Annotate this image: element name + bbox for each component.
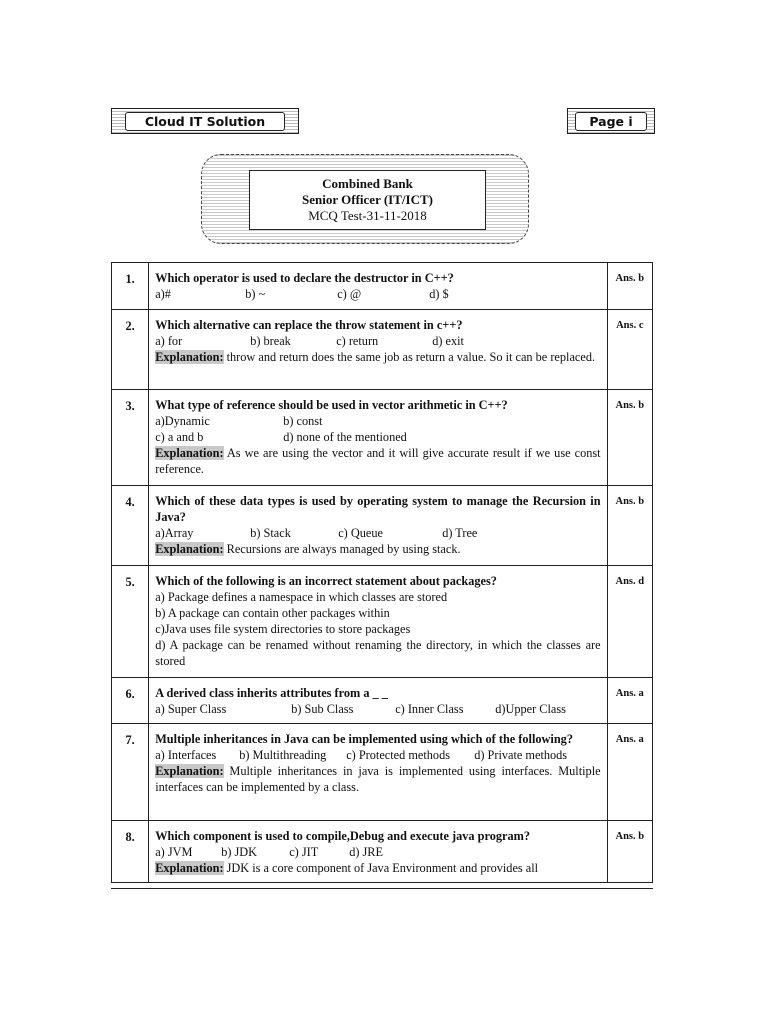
question-number: 5. — [112, 566, 149, 678]
header-right-box — [567, 108, 655, 134]
title-line-2: Senior Officer (IT/ICT) — [302, 192, 433, 207]
answer-label: Ans. b — [607, 486, 652, 566]
question-text: Which of the following is an incorrect statement about packages? — [155, 574, 497, 588]
options-row — [155, 429, 600, 445]
option: b) const — [283, 414, 323, 428]
explanation — [155, 860, 600, 876]
option: d) Tree — [442, 526, 478, 540]
question-number: 8. — [112, 821, 149, 883]
options-row — [155, 844, 600, 860]
option: c) Inner Class — [395, 702, 464, 716]
title-line-1: Combined Bank — [322, 176, 413, 191]
question-text: Which of these data types is used by operating system to manage the Recursion in Java? — [155, 494, 601, 524]
option: a) Package defines a namespace in which classes are stored — [155, 590, 448, 604]
question-cell — [149, 821, 607, 883]
question-number: 3. — [112, 390, 149, 486]
option: a) Super Class — [155, 702, 227, 716]
option: a)Dynamic — [155, 414, 210, 428]
option: c)Java uses file system directories to store packages — [155, 622, 411, 636]
explanation-label: Explanation: — [155, 861, 224, 875]
question-row — [112, 678, 653, 724]
question-row — [112, 724, 653, 821]
question-row — [112, 263, 653, 310]
explanation-label: Explanation: — [155, 764, 224, 778]
option: c) a and b — [155, 430, 204, 444]
question-number: 4. — [112, 486, 149, 566]
question-text: Which operator is used to declare the destructor in C++? — [155, 271, 454, 285]
question-text: A derived class inherits attributes from a _ _ — [155, 686, 388, 700]
question-number: 6. — [112, 678, 149, 724]
question-cell — [149, 486, 607, 566]
question-text: Multiple inheritances in Java can be implemented using which of the following? — [155, 732, 573, 746]
options-row — [155, 747, 600, 763]
options-row — [155, 286, 600, 302]
answer-label: Ans. b — [607, 390, 652, 486]
question-text: Which alternative can replace the throw statement in c++? — [155, 318, 463, 332]
header-right-label: Page i — [575, 112, 647, 131]
option: c) return — [336, 334, 379, 348]
option: a)# — [155, 287, 171, 301]
option: a) Interfaces — [155, 748, 217, 762]
question-row — [112, 486, 653, 566]
explanation — [155, 349, 600, 365]
question-row — [112, 390, 653, 486]
option: c) Queue — [338, 526, 383, 540]
explanation-text: throw and return does the same job as return a value. So it can be replaced. — [223, 350, 596, 364]
option: b) Multithreading — [239, 748, 327, 762]
question-number: 1. — [112, 263, 149, 310]
option: b) JDK — [221, 845, 258, 859]
explanation-text: JDK is a core component of Java Environment and provides all — [223, 861, 539, 875]
option: d) Private methods — [474, 748, 568, 762]
explanation-text: As we are using the vector and it will give accurate result if we use const reference. — [155, 446, 601, 476]
question-number: 7. — [112, 724, 149, 821]
question-cell — [149, 566, 607, 678]
header-left-label: Cloud IT Solution — [125, 112, 285, 131]
option: d) JRE — [349, 845, 384, 859]
option: c) Protected methods — [346, 748, 451, 762]
option: a) JVM — [155, 845, 193, 859]
explanation — [155, 445, 600, 477]
option: b) ~ — [245, 287, 266, 301]
option: b) Stack — [250, 526, 291, 540]
explanation-label: Explanation: — [155, 542, 224, 556]
title-line-3: MCQ Test-31-11-2018 — [308, 208, 427, 223]
question-row — [112, 566, 653, 678]
explanation-text: Multiple inheritances in java is implemented using interfaces. Multiple interfaces can be implemented by a class. — [155, 764, 601, 794]
question-cell — [149, 263, 607, 310]
explanation-label: Explanation: — [155, 350, 224, 364]
explanation-label: Explanation: — [155, 446, 224, 460]
question-cell — [149, 390, 607, 486]
question-text: What type of reference should be used in vector arithmetic in C++? — [155, 398, 508, 412]
question-number: 2. — [112, 310, 149, 390]
answer-label: Ans. c — [607, 310, 652, 390]
answer-label: Ans. b — [607, 821, 652, 883]
option: d) $ — [429, 287, 449, 301]
bottom-rule — [111, 888, 653, 889]
question-cell — [149, 310, 607, 390]
option: a) for — [155, 334, 183, 348]
option: d) none of the mentioned — [283, 430, 407, 444]
option: c) @ — [337, 287, 362, 301]
options-row — [155, 525, 600, 541]
question-row — [112, 821, 653, 883]
options-row — [155, 701, 600, 717]
mcq-table — [111, 262, 653, 883]
answer-label: Ans. a — [607, 678, 652, 724]
question-cell — [149, 724, 607, 821]
option: d)Upper Class — [495, 702, 566, 716]
title-box — [249, 170, 486, 230]
explanation-text: Recursions are always managed by using stack. — [223, 542, 461, 556]
option: b) break — [250, 334, 291, 348]
answer-label: Ans. a — [607, 724, 652, 821]
option: d) A package can be renamed without renaming the directory, in which the classes are stored — [155, 638, 601, 668]
explanation — [155, 763, 600, 795]
option: a)Array — [155, 526, 194, 540]
option: b) A package can contain other packages within — [155, 606, 390, 620]
question-row — [112, 310, 653, 390]
header-left-box — [111, 108, 299, 134]
options-row — [155, 333, 600, 349]
explanation — [155, 541, 600, 557]
answer-label: Ans. d — [607, 566, 652, 678]
question-text: Which component is used to compile,Debug and execute java program? — [155, 829, 531, 843]
option: c) JIT — [289, 845, 319, 859]
options-row — [155, 413, 600, 429]
option: d) exit — [432, 334, 464, 348]
question-cell — [149, 678, 607, 724]
option: b) Sub Class — [291, 702, 354, 716]
answer-label: Ans. b — [607, 263, 652, 310]
